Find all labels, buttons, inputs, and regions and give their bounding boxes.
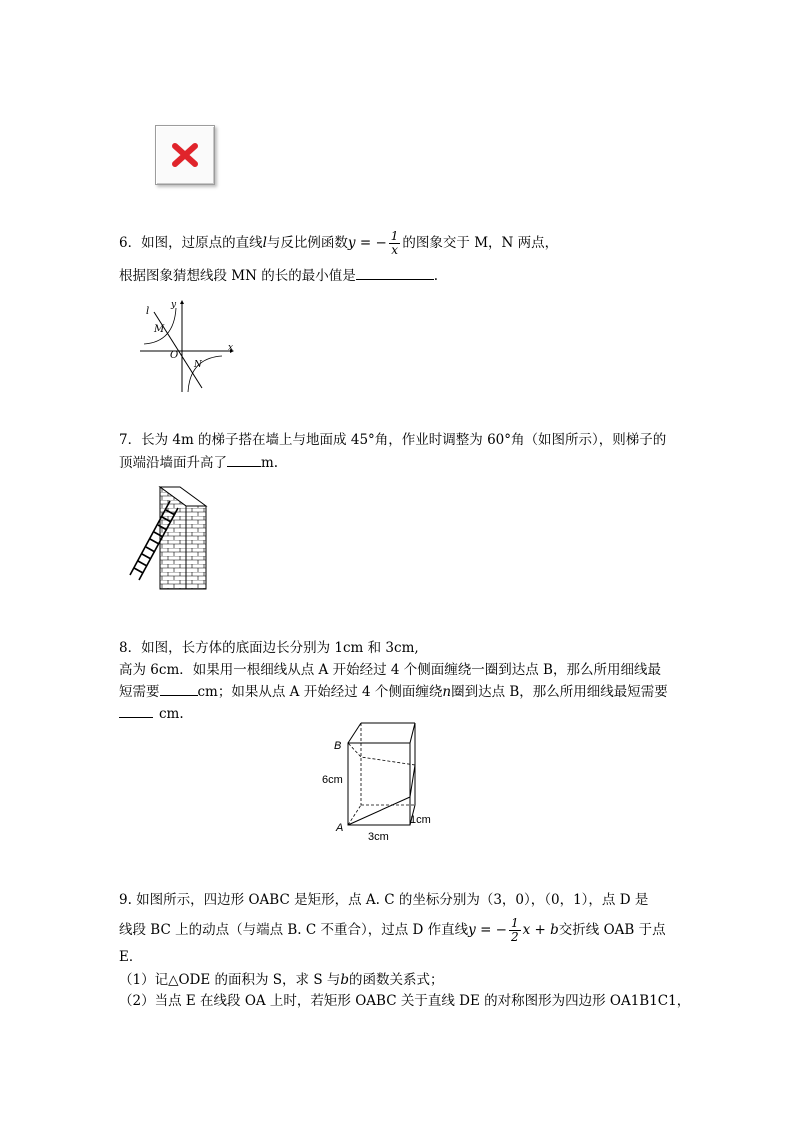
q9-line2-text-a: 线段 BC 上的动点（与端点 B. C 不重合），过点 D 作直线 <box>119 922 469 938</box>
q8-fig-label-height: 6cm <box>322 774 343 786</box>
q6-line2-text: 根据图象猜想线段 MN 的长的最小值是 <box>119 268 356 284</box>
broken-image <box>155 125 215 185</box>
q9-line4-text-c: 的函数关系式； <box>349 972 444 988</box>
q6-fraction <box>389 230 401 257</box>
q8-line1-text: 8．如图，长方体的底面边长分别为 1cm 和 3cm, <box>119 640 419 656</box>
q8-answer-blank-1[interactable] <box>160 681 198 696</box>
q6-fig-label-m: M <box>154 324 165 335</box>
q8-line3-text-c: 圈到达点 B，那么所用细线最短需要 <box>451 684 668 700</box>
q6-fig-label-y: y <box>171 300 177 310</box>
q7-ladder-figure <box>126 484 210 592</box>
q8-line3 <box>119 681 668 702</box>
q8-answer-blank-2[interactable] <box>119 703 153 718</box>
q8-fig-label-b: B <box>334 740 342 752</box>
q8-line1 <box>119 638 419 658</box>
q9-line5 <box>119 991 690 1011</box>
q9-line3 <box>119 947 142 967</box>
q6-fig-label-l: l <box>146 306 150 317</box>
q8-line3-text-a: 短需要 <box>119 684 160 700</box>
q6-fig-label-n: N <box>194 360 202 370</box>
q6-fig-label-x: x <box>228 343 234 353</box>
q8-variable-n: n <box>442 684 452 700</box>
q9-line2-text-b: 交折线 OAB 于点 <box>558 922 666 938</box>
q6-line2 <box>119 265 438 286</box>
broken-image-icon <box>156 126 214 184</box>
q9-frac-den: 2 <box>511 930 519 944</box>
q6-text-b: 与反比例函数 <box>266 235 348 251</box>
q6-frac-num: 1 <box>390 229 399 243</box>
q9-fraction <box>509 917 521 944</box>
q7-line1-text: 7．长为 4m 的梯子搭在墙上与地面成 45°角，作业时调整为 60°角（如图所示），则梯子的 <box>119 432 667 448</box>
q9-line1-text: 9. 如图所示，四边形 OABC 是矩形，点 A. C 的坐标分别为（3，0），（0，1），点 D 是 <box>119 892 649 908</box>
q8-fig-label-a: A <box>336 822 344 834</box>
q6-line1 <box>119 230 558 257</box>
q9-eq-lhs: y = − <box>468 922 507 938</box>
q7-answer-blank[interactable] <box>227 452 261 467</box>
q8-line4 <box>119 703 184 724</box>
q6-line-l: l <box>262 235 267 251</box>
q9-eq-rhs: x + b <box>522 922 559 938</box>
q7-line1 <box>119 430 666 450</box>
q7-line2 <box>119 452 278 473</box>
q6-text-a: 6．如图，过原点的直线 <box>119 235 263 251</box>
q8-line2 <box>119 660 661 680</box>
q8-fig-label-depth: 3cm <box>368 831 389 843</box>
q8-line2-text: 高为 6cm．如果用一根细线从点 A 开始经过 4 个侧面缠绕一圈到达点 B，那么所用细线最 <box>119 662 661 678</box>
q6-frac-den: x <box>391 243 398 257</box>
q9-line4-text-a: （1）记△ODE 的面积为 S，求 S 与 <box>119 972 341 988</box>
q7-line2-text: 顶端沿墙面升高了 <box>119 455 227 471</box>
q8-line3-text-b: cm；如果从点 A 开始经过 4 个侧面缠绕 <box>197 684 443 700</box>
q9-line3-text: E． <box>119 949 143 965</box>
q9-line1 <box>119 890 648 910</box>
q9-line5-text: （2）当点 E 在线段 OA 上时，若矩形 OABC 关于直线 DE 的对称图形为四边形 OA1B1C1， <box>119 993 691 1009</box>
q6-text-c: 的图象交于 M，N 两点， <box>402 235 559 251</box>
q9-variable-b: b <box>340 972 350 988</box>
q9-frac-num: 1 <box>511 916 519 930</box>
q9-line4 <box>119 970 444 990</box>
q6-eq-lhs: y = − <box>347 235 387 251</box>
q6-line2-end: . <box>433 268 439 284</box>
q8-fig-label-width: 1cm <box>410 814 431 826</box>
q6-fig-label-o: O <box>170 350 179 361</box>
q6-figure <box>130 296 240 396</box>
q8-line4-unit: cm. <box>159 706 184 722</box>
q8-cuboid-figure <box>318 715 442 845</box>
q6-answer-blank[interactable] <box>356 265 434 280</box>
q9-line2 <box>119 917 666 944</box>
q7-line2-unit: m. <box>261 455 279 471</box>
